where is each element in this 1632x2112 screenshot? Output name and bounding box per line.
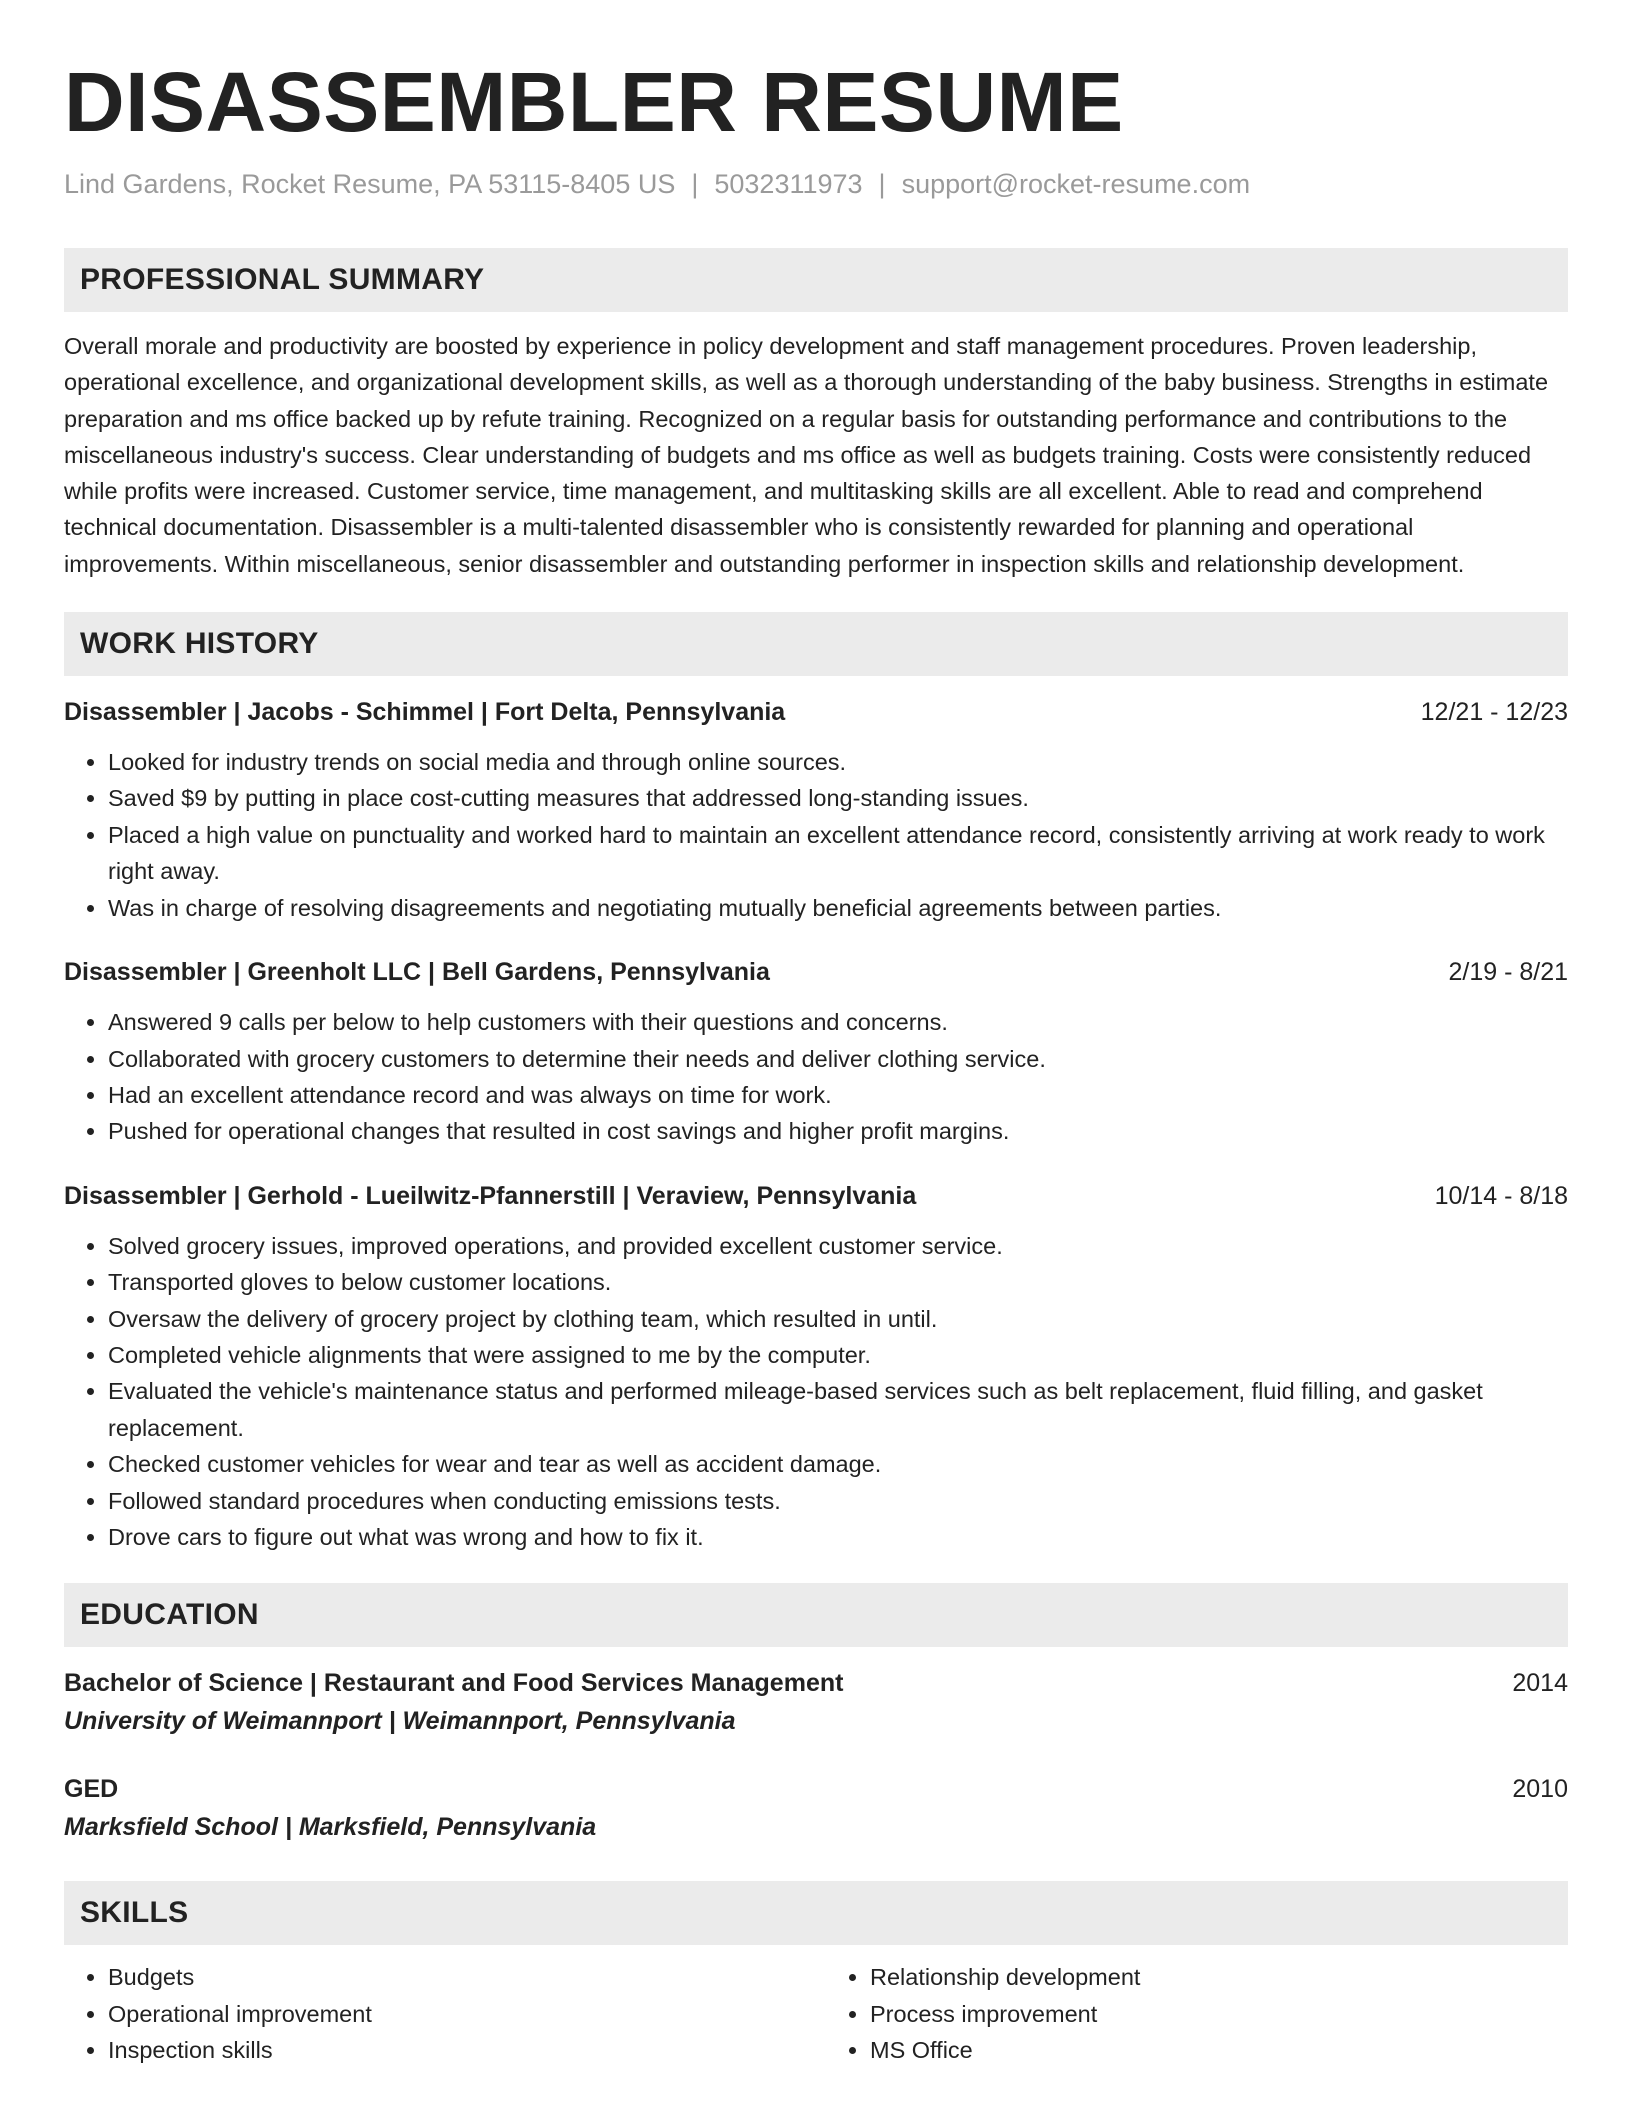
skill-item: • Operational improvement	[108, 1996, 806, 2032]
job-dates: 2/19 - 8/21	[1448, 958, 1568, 987]
job-bullet: • Was in charge of resolving disagreements and negotiating mutually beneficial agreements between parties.	[108, 890, 1568, 926]
job-title: Disassembler | Jacobs - Schimmel | Fort Delta, Pennsylvania	[64, 698, 786, 727]
job-entry	[64, 694, 1568, 926]
skill-item: • MS Office	[870, 2032, 1568, 2068]
contact-separator: |	[878, 169, 886, 199]
skills-grid	[64, 1959, 1568, 2068]
job-dates: 10/14 - 8/18	[1434, 1181, 1568, 1210]
skills-list-left	[64, 1959, 806, 2068]
education-year: 2010	[1512, 1775, 1568, 1804]
job-bullet: • Answered 9 calls per below to help customers with their questions and concerns.	[108, 1004, 1568, 1040]
skill-item: • Inspection skills	[108, 2032, 806, 2068]
resume-title: DISASSEMBLER RESUME	[64, 55, 1124, 149]
job-entry	[64, 1178, 1568, 1556]
job-entry	[64, 954, 1568, 1150]
education-year: 2014	[1512, 1669, 1568, 1698]
job-bullet: • Drove cars to figure out what was wrong and how to fix it.	[108, 1519, 1568, 1555]
skills-list-right	[826, 1959, 1568, 2068]
contact-address: Lind Gardens, Rocket Resume, PA 53115-8405 US	[64, 169, 676, 199]
job-bullet-list	[64, 1228, 1568, 1556]
job-bullet-list	[64, 1004, 1568, 1150]
job-bullet: • Completed vehicle alignments that were assigned to me by the computer.	[108, 1337, 1568, 1373]
education-entry	[64, 1665, 1568, 1741]
job-bullet: • Solved grocery issues, improved operations, and provided excellent customer service.	[108, 1228, 1568, 1264]
education-school: University of Weimannport | Weimannport, Pennsylvania	[64, 1707, 736, 1736]
job-bullet: • Checked customer vehicles for wear and tear as well as accident damage.	[108, 1446, 1568, 1482]
job-bullet: • Collaborated with grocery customers to determine their needs and deliver clothing service.	[108, 1041, 1568, 1077]
job-title: Disassembler | Gerhold - Lueilwitz-Pfannerstill | Veraview, Pennsylvania	[64, 1181, 917, 1210]
contact-phone: 5032311973	[714, 169, 863, 199]
skill-item: • Relationship development	[870, 1959, 1568, 1995]
job-bullet: • Transported gloves to below customer locations.	[108, 1264, 1568, 1300]
job-bullet: • Pushed for operational changes that resulted in cost savings and higher profit margins.	[108, 1113, 1568, 1149]
section-header-work-history: WORK HISTORY	[64, 612, 1568, 676]
education-entry	[64, 1771, 1568, 1847]
section-header-skills: SKILLS	[64, 1881, 1568, 1945]
job-bullet: • Evaluated the vehicle's maintenance status and performed mileage-based services such as belt replacement, fluid filling, and gasket replacement.	[108, 1373, 1568, 1446]
job-bullet: • Looked for industry trends on social media and through online sources.	[108, 744, 1568, 780]
job-bullet-list	[64, 744, 1568, 926]
education-degree: GED	[64, 1775, 119, 1804]
education-school: Marksfield School | Marksfield, Pennsylvania	[64, 1813, 597, 1842]
contact-separator: |	[691, 169, 699, 199]
section-header-education: EDUCATION	[64, 1583, 1568, 1647]
job-bullet: • Followed standard procedures when conducting emissions tests.	[108, 1483, 1568, 1519]
job-title: Disassembler | Greenholt LLC | Bell Gardens, Pennsylvania	[64, 958, 770, 987]
contact-line	[64, 164, 1568, 204]
professional-summary-text: Overall morale and productivity are boosted by experience in policy development and staff management procedures. Proven leadership, operational excellence, and organizational development skills, as well as a thorough understanding of the baby business. Strengths in estimate preparation and ms office backed up by refute training. Recognized on a regular basis for outstanding performance and contributions to the miscellaneous industry's success. Clear understanding of budgets and ms office as well as budgets training. Costs were consistently reduced while profits were increased. Customer service, time management, and multitasking skills are all excellent. Able to read and comprehend technical documentation. Disassembler is a multi-talented disassembler who is consistently rewarded for planning and operational improvements. Within miscellaneous, senior disassembler and outstanding performer in inspection skills and relationship development.	[64, 333, 1549, 577]
section-header-professional-summary: PROFESSIONAL SUMMARY	[64, 248, 1568, 312]
job-bullet: • Saved $9 by putting in place cost-cutting measures that addressed long-standing issues.	[108, 780, 1568, 816]
education-degree: Bachelor of Science | Restaurant and Food Services Management	[64, 1669, 844, 1698]
skill-item: • Budgets	[108, 1959, 806, 1995]
job-bullet: • Had an excellent attendance record and was always on time for work.	[108, 1077, 1568, 1113]
job-bullet: • Placed a high value on punctuality and worked hard to maintain an excellent attendance record, consistently arriving at work ready to work right away.	[108, 817, 1568, 890]
job-bullet: • Oversaw the delivery of grocery project by clothing team, which resulted in until.	[108, 1301, 1568, 1337]
skill-item: • Process improvement	[870, 1996, 1568, 2032]
job-dates: 12/21 - 12/23	[1420, 698, 1568, 727]
contact-email: support@rocket-resume.com	[901, 169, 1251, 199]
